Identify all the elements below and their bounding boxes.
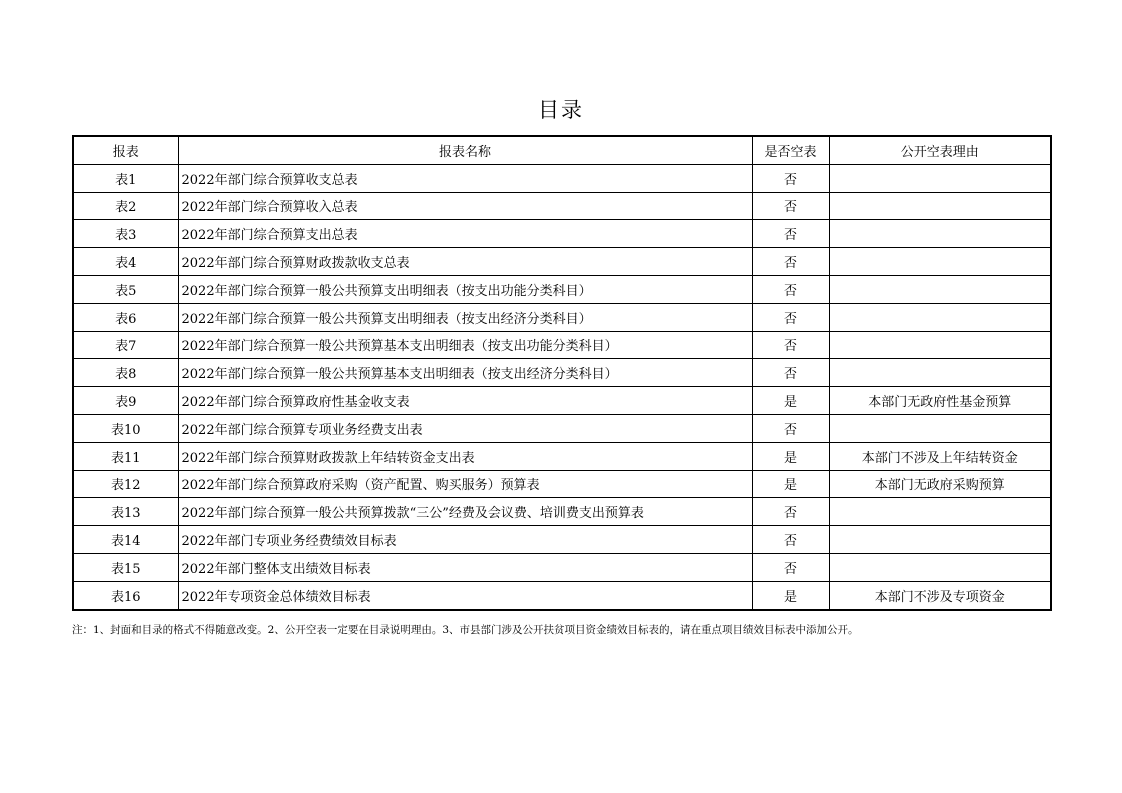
report-name-cell: 2022年部门综合预算专项业务经费支出表	[178, 414, 752, 442]
report-name-cell: 2022年部门综合预算收入总表	[178, 192, 752, 220]
report-name-cell: 2022年部门综合预算一般公共预算基本支出明细表（按支出功能分类科目）	[178, 331, 752, 359]
report-id-cell: 表13	[73, 498, 178, 526]
is-empty-cell: 否	[752, 331, 829, 359]
table-header-row	[73, 136, 1051, 164]
table-row	[73, 248, 1051, 276]
report-name-cell: 2022年部门综合预算一般公共预算支出明细表（按支出经济分类科目）	[178, 303, 752, 331]
report-id-cell: 表3	[73, 220, 178, 248]
table-row	[73, 581, 1051, 609]
empty-reason-cell	[829, 498, 1051, 526]
is-empty-cell: 否	[752, 526, 829, 554]
table-row	[73, 220, 1051, 248]
empty-reason-cell	[829, 303, 1051, 331]
report-name-cell: 2022年部门综合预算财政拨款上年结转资金支出表	[178, 442, 752, 470]
report-id-cell: 表16	[73, 581, 178, 609]
report-id-cell: 表2	[73, 192, 178, 220]
report-id-cell: 表9	[73, 387, 178, 415]
report-id-cell: 表12	[73, 470, 178, 498]
report-name-cell: 2022年部门综合预算一般公共预算支出明细表（按支出功能分类科目）	[178, 275, 752, 303]
is-empty-cell: 是	[752, 387, 829, 415]
is-empty-cell: 是	[752, 581, 829, 609]
table-row	[73, 192, 1051, 220]
report-id-cell: 表11	[73, 442, 178, 470]
empty-reason-cell: 本部门不涉及上年结转资金	[829, 442, 1051, 470]
report-name-cell: 2022年部门整体支出绩效目标表	[178, 553, 752, 581]
report-id-cell: 表4	[73, 248, 178, 276]
table-row	[73, 164, 1051, 192]
page-title: 目录	[538, 98, 584, 122]
table-row	[73, 387, 1051, 415]
table-row	[73, 526, 1051, 554]
report-name-cell: 2022年专项资金总体绩效目标表	[178, 581, 752, 609]
report-name-cell: 2022年部门综合预算收支总表	[178, 164, 752, 192]
table-row	[73, 553, 1051, 581]
empty-reason-cell: 本部门不涉及专项资金	[829, 581, 1051, 609]
header-empty-reason: 公开空表理由	[829, 136, 1051, 164]
header-report: 报表	[73, 136, 178, 164]
report-id-cell: 表15	[73, 553, 178, 581]
is-empty-cell: 否	[752, 275, 829, 303]
is-empty-cell: 否	[752, 248, 829, 276]
table-row	[73, 275, 1051, 303]
empty-reason-cell	[829, 275, 1051, 303]
empty-reason-cell: 本部门无政府性基金预算	[829, 387, 1051, 415]
empty-reason-cell	[829, 192, 1051, 220]
report-id-cell: 表8	[73, 359, 178, 387]
is-empty-cell: 否	[752, 220, 829, 248]
table-row	[73, 414, 1051, 442]
report-id-cell: 表6	[73, 303, 178, 331]
report-id-cell: 表1	[73, 164, 178, 192]
empty-reason-cell: 本部门无政府采购预算	[829, 470, 1051, 498]
empty-reason-cell	[829, 331, 1051, 359]
table-row	[73, 442, 1051, 470]
empty-reason-cell	[829, 553, 1051, 581]
empty-reason-cell	[829, 248, 1051, 276]
report-name-cell: 2022年部门综合预算政府采购（资产配置、购买服务）预算表	[178, 470, 752, 498]
is-empty-cell: 否	[752, 303, 829, 331]
is-empty-cell: 否	[752, 553, 829, 581]
table-row	[73, 331, 1051, 359]
report-name-cell: 2022年部门综合预算财政拨款收支总表	[178, 248, 752, 276]
report-name-cell: 2022年部门专项业务经费绩效目标表	[178, 526, 752, 554]
table-body	[73, 164, 1051, 609]
table-row	[73, 470, 1051, 498]
report-name-cell: 2022年部门综合预算一般公共预算拨款“三公”经费及会议费、培训费支出预算表	[178, 498, 752, 526]
is-empty-cell: 是	[752, 470, 829, 498]
empty-reason-cell	[829, 414, 1051, 442]
empty-reason-cell	[829, 526, 1051, 554]
table-row	[73, 359, 1051, 387]
report-id-cell: 表7	[73, 331, 178, 359]
is-empty-cell: 否	[752, 359, 829, 387]
is-empty-cell: 否	[752, 414, 829, 442]
report-id-cell: 表14	[73, 526, 178, 554]
table-row	[73, 303, 1051, 331]
is-empty-cell: 否	[752, 498, 829, 526]
empty-reason-cell	[829, 164, 1051, 192]
table-row	[73, 498, 1051, 526]
header-report-name: 报表名称	[178, 136, 752, 164]
is-empty-cell: 是	[752, 442, 829, 470]
header-is-empty: 是否空表	[752, 136, 829, 164]
is-empty-cell: 否	[752, 164, 829, 192]
report-index-table	[72, 135, 1052, 611]
empty-reason-cell	[829, 359, 1051, 387]
report-name-cell: 2022年部门综合预算政府性基金收支表	[178, 387, 752, 415]
empty-reason-cell	[829, 220, 1051, 248]
report-name-cell: 2022年部门综合预算一般公共预算基本支出明细表（按支出经济分类科目）	[178, 359, 752, 387]
is-empty-cell: 否	[752, 192, 829, 220]
report-name-cell: 2022年部门综合预算支出总表	[178, 220, 752, 248]
report-id-cell: 表10	[73, 414, 178, 442]
report-id-cell: 表5	[73, 275, 178, 303]
footnote: 注：1、封面和目录的格式不得随意改变。2、公开空表一定要在目录说明理由。3、市县部门涉及公开扶贫项目资金绩效目标表的，请在重点项目绩效目标表中添加公开。	[72, 624, 859, 636]
